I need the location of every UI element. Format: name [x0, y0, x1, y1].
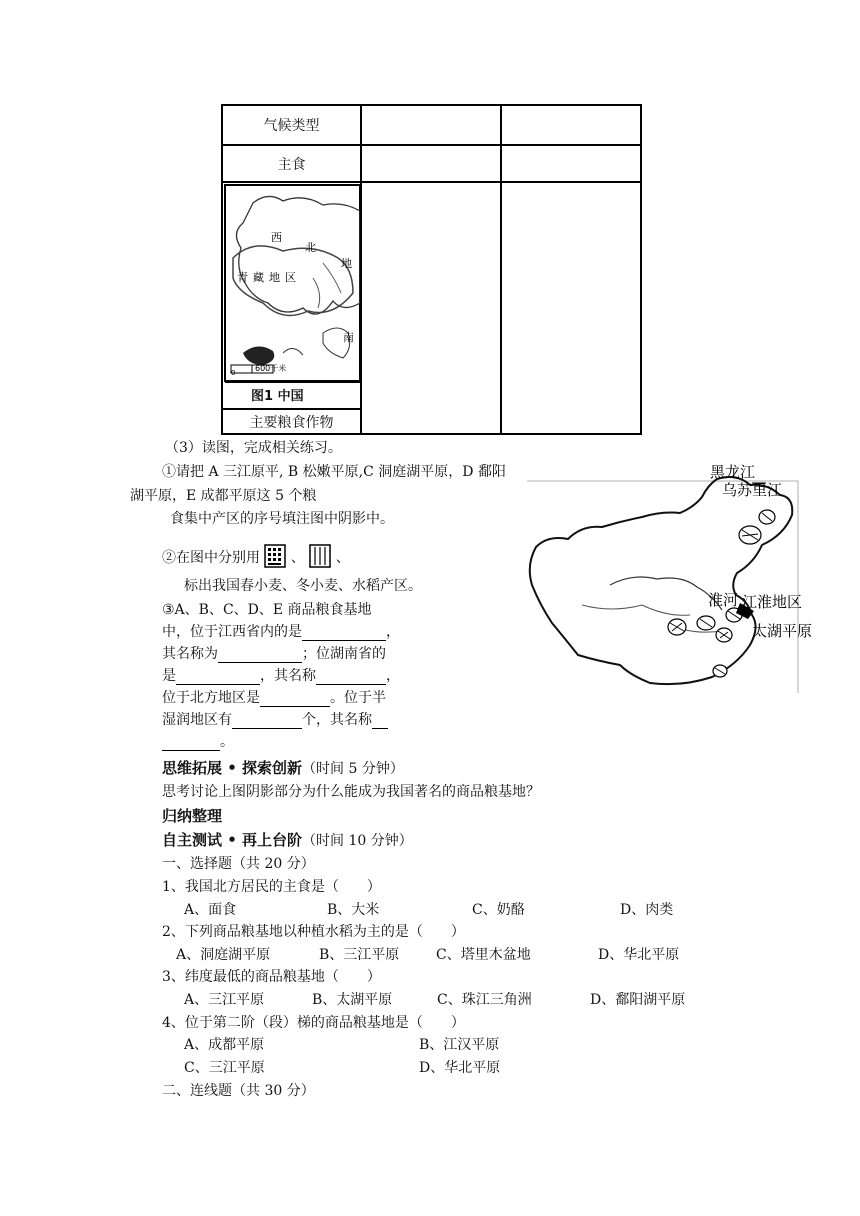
q3-text: 个，其名称 — [302, 712, 372, 728]
china-grain-map — [522, 455, 822, 695]
q3-text: 湿润地区有 — [162, 712, 232, 728]
map-label-qingzang: 青藏地区 — [237, 271, 301, 284]
map-label-di: 地 — [341, 257, 352, 270]
climate-table — [221, 104, 642, 435]
table-cell — [361, 409, 501, 434]
question-2: 2、下列商品粮基地以种植水稻为主的是（ ） — [162, 924, 465, 940]
q1-option-a[interactable]: A、面食 — [184, 902, 237, 918]
q1-option-b[interactable]: B、大米 — [327, 902, 380, 918]
answer-blank[interactable] — [260, 692, 330, 707]
map-caption: 图1 中国 — [251, 389, 304, 404]
q3-text: 其名称为 — [162, 646, 218, 662]
table-cell — [361, 105, 501, 145]
q3-item2-text: ②在图中分别用 — [162, 550, 260, 566]
q3-item2-sep: 、 — [290, 550, 305, 566]
q3-text: 。位于半 — [330, 690, 386, 706]
q3-text: 中，位于江西省内的是 — [162, 624, 302, 640]
q3-item3-line6 — [162, 709, 388, 729]
label-huaihe: 淮河 — [708, 591, 739, 609]
svg-text:0: 0 — [231, 369, 236, 377]
table-cell — [501, 145, 641, 182]
q4-option-a[interactable]: A、成都平原 — [184, 1037, 265, 1053]
label-jianghuai: 江淮地区 — [742, 593, 803, 611]
vertical-lines-pattern-icon — [309, 544, 331, 572]
answer-blank[interactable] — [316, 670, 386, 685]
row-label-staple: 主食 — [222, 145, 361, 182]
q3-text: ，其名称 — [260, 668, 316, 684]
q3-intro: （3）读图，完成相关练习。 — [165, 440, 342, 456]
q2-option-a[interactable]: A、洞庭湖平原 — [176, 947, 271, 963]
q3-text: 。 — [220, 734, 234, 750]
q2-option-c[interactable]: C、塔里木盆地 — [436, 947, 531, 963]
expand-time: （时间 5 分钟） — [302, 761, 404, 777]
row-label-crops: 主要粮食作物 — [222, 409, 361, 434]
label-wusulijiang: 乌苏里江 — [722, 481, 783, 499]
label-taihu: 太湖平原 — [752, 622, 813, 640]
question-3: 3、纬度最低的商品粮基地（ ） — [162, 969, 381, 985]
expand-title: 思维拓展 • 探索创新 — [162, 759, 303, 777]
q3-item1-line3: 食集中产区的序号填注图中阴影中。 — [170, 511, 394, 527]
table-cell — [501, 105, 641, 145]
q3-text: ， — [386, 668, 400, 684]
q1-option-c[interactable]: C、奶酪 — [472, 902, 525, 918]
q3-option-b[interactable]: B、太湖平原 — [312, 992, 393, 1008]
map-label-bei: 北 — [305, 241, 316, 254]
selftest-title: 自主测试 • 再上台阶 — [162, 831, 303, 849]
q2-option-d[interactable]: D、华北平原 — [598, 947, 680, 963]
q3-item2-line2: 标出我国春小麦、冬小麦、水稻产区。 — [184, 578, 422, 594]
q3-option-c[interactable]: C、珠江三角洲 — [437, 992, 532, 1008]
q3-item1-line2: 湖平原，E 成都平原这 5 个粮 — [130, 488, 317, 504]
q3-item3-line1: ③A、B、C、D、E 商品粮食基地 — [162, 602, 372, 618]
q4-option-d[interactable]: D、华北平原 — [419, 1060, 501, 1076]
q3-text: ， — [386, 624, 400, 640]
q3-text: 位于北方地区是 — [162, 690, 260, 706]
grid-pattern-icon — [264, 544, 286, 572]
expand-question: 思考讨论上图阴影部分为什么能成为我国著名的商品粮基地？ — [162, 784, 540, 800]
selftest-heading — [162, 829, 413, 850]
q4-option-c[interactable]: C、三江平原 — [184, 1060, 265, 1076]
q3-item3-line5 — [162, 687, 386, 707]
answer-blank[interactable] — [372, 714, 388, 729]
answer-blank[interactable] — [218, 648, 302, 663]
q3-text: 是 — [162, 668, 176, 684]
question-4: 4、位于第二阶（段）梯的商品粮基地是（ ） — [162, 1015, 465, 1031]
question-1: 1、我国北方居民的主食是（ ） — [162, 879, 381, 895]
table-cell — [501, 409, 641, 434]
row-label-climate: 气候类型 — [222, 105, 361, 145]
q3-item2-line1 — [162, 544, 350, 572]
summary-title: 归纳整理 — [162, 807, 223, 825]
q3-item1-line1: ①请把 A 三江原平, B 松嫩平原,C 洞庭湖平原，D 鄱阳 — [162, 464, 506, 480]
part1-title: 一、选择题（共 20 分） — [162, 856, 315, 872]
q1-option-d[interactable]: D、肉类 — [620, 902, 674, 918]
answer-blank[interactable] — [302, 626, 386, 641]
q3-item3-line2 — [162, 621, 400, 641]
table-cell — [501, 182, 641, 409]
map-label-xi: 西 — [271, 231, 282, 244]
answer-blank[interactable] — [176, 670, 260, 685]
china-region-map — [223, 183, 360, 383]
table-cell — [361, 182, 501, 409]
answer-blank[interactable] — [232, 714, 302, 729]
table-cell — [361, 145, 501, 182]
map-scale: 600千米 — [255, 364, 287, 373]
q3-item2-sep: 、 — [335, 550, 350, 566]
q3-item3-line3 — [162, 643, 386, 663]
q3-text: ；位湖南省的 — [302, 646, 386, 662]
expand-heading — [162, 757, 404, 778]
part2-title: 二、连线题（共 30 分） — [162, 1083, 315, 1099]
selftest-time: （时间 10 分钟） — [302, 833, 413, 849]
q3-item3-line4 — [162, 665, 400, 685]
q4-option-b[interactable]: B、江汉平原 — [419, 1037, 500, 1053]
q2-option-b[interactable]: B、三江平原 — [319, 947, 400, 963]
map-cell — [222, 182, 361, 409]
q3-option-d[interactable]: D、鄱阳湖平原 — [590, 992, 686, 1008]
label-heilongjiang: 黑龙江 — [710, 463, 756, 481]
q3-item3-line7 — [162, 731, 234, 751]
answer-blank[interactable] — [162, 736, 220, 751]
map-label-nan: 南 — [343, 331, 354, 344]
q3-option-a[interactable]: A、三江平原 — [184, 992, 265, 1008]
